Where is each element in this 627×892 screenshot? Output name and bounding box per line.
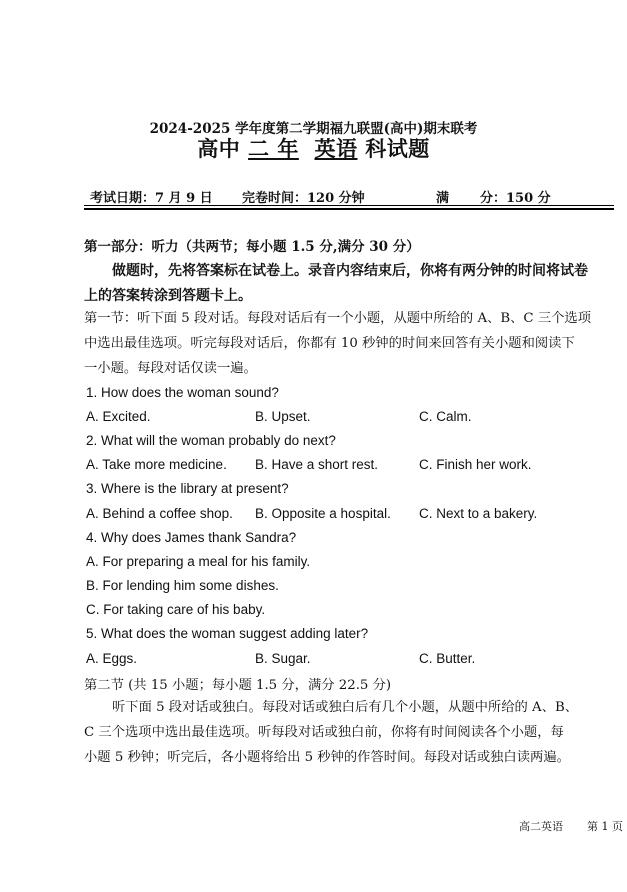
question-2-option-b: B. Have a short rest. (255, 457, 379, 472)
section2-line3: 小题 5 秒钟；听完后，各小题将给出 5 秒钟的作答时间。每段对话或独白读两遍。 (84, 750, 570, 765)
paper-title-subject: 英语 (314, 136, 358, 161)
question-3-option-c: C. Next to a bakery. (419, 506, 538, 521)
section1-instructions (84, 306, 615, 381)
section1-line1: 第一节：听下面 5 段对话。每段对话后有一个小题，从题中所给的 A、B、C 三个选项 (84, 311, 592, 326)
question-1-option-a: A. Excited. (86, 409, 151, 424)
question-4-option-a: A. For preparing a meal for his family. (86, 554, 311, 569)
paper-title-suffix: 科试题 (365, 136, 430, 161)
question-2-option-c: C. Finish her work. (419, 457, 532, 472)
question-1-option-c: C. Calm. (419, 409, 472, 424)
exam-title-line: 2024-2025 学年度第二学期福九联盟(高中)期末联考 (149, 121, 478, 137)
section2-line2: C 三个选项中选出最佳选项。听每段对话或独白前，你将有时间阅读各个小题，每 (84, 725, 564, 740)
part1-instructions-line1: 做题时，先将答案标在试卷上。录音内容结束后，你将有两分钟的时间将试卷 (112, 263, 588, 279)
question-2-stem: 2. What will the woman probably do next? (86, 433, 336, 448)
paper-title-grade: 二 年 (248, 136, 299, 161)
question-5-option-a: A. Eggs. (86, 651, 138, 666)
section2-line1: 听下面 5 段对话或独白。每段对话或独白后有几个小题，从题中所给的 A、B、 (112, 700, 579, 715)
question-5-option-b: B. Sugar. (255, 651, 311, 666)
section2-heading: 第二节 (共 15 小题；每小题 1.5 分，满分 22.5 分) (84, 678, 392, 693)
header-rule-thick (84, 208, 614, 210)
footer-subject: 高二英语 (519, 820, 563, 833)
exam-date: 考试日期：7 月 9 日 (90, 191, 213, 206)
section1-line2: 中选出最佳选项。听完每段对话后，你都有 10 秒钟的时间来回答有关小题和阅读下 (84, 336, 575, 351)
paper-title-level: 高中 (197, 136, 241, 161)
question-1-stem: 1. How does the woman sound? (86, 385, 279, 400)
section2-instructions (84, 695, 615, 770)
header-rule-thin (84, 205, 614, 206)
question-4-option-b: B. For lending him some dishes. (86, 578, 279, 593)
exam-duration: 完卷时间：120 分钟 (242, 191, 365, 206)
part1-instructions (84, 259, 615, 309)
section1-line3: 一小题。每段对话仅读一遍。 (84, 361, 257, 376)
part1-heading: 第一部分：听力（共两节；每小题 1.5 分,满分 30 分） (84, 239, 420, 255)
question-5-option-c: C. Butter. (419, 651, 476, 666)
question-3-option-b: B. Opposite a hospital. (255, 506, 391, 521)
footer-page-number: 第 1 页 (587, 820, 623, 833)
part1-instructions-line2: 上的答案转涂到答题卡上。 (84, 288, 252, 304)
question-4-stem: 4. Why does James thank Sandra? (86, 530, 297, 545)
question-2-option-a: A. Take more medicine. (86, 457, 227, 472)
question-3-option-a: A. Behind a coffee shop. (86, 506, 233, 521)
paper-title (0, 133, 627, 163)
question-1-option-b: B. Upset. (255, 409, 311, 424)
score-label: 满 (436, 191, 450, 206)
full-score: 分：150 分 (480, 191, 551, 206)
question-4-option-c: C. For taking care of his baby. (86, 602, 266, 617)
question-5-stem: 5. What does the woman suggest adding later? (86, 626, 369, 641)
question-3-stem: 3. Where is the library at present? (86, 481, 289, 496)
